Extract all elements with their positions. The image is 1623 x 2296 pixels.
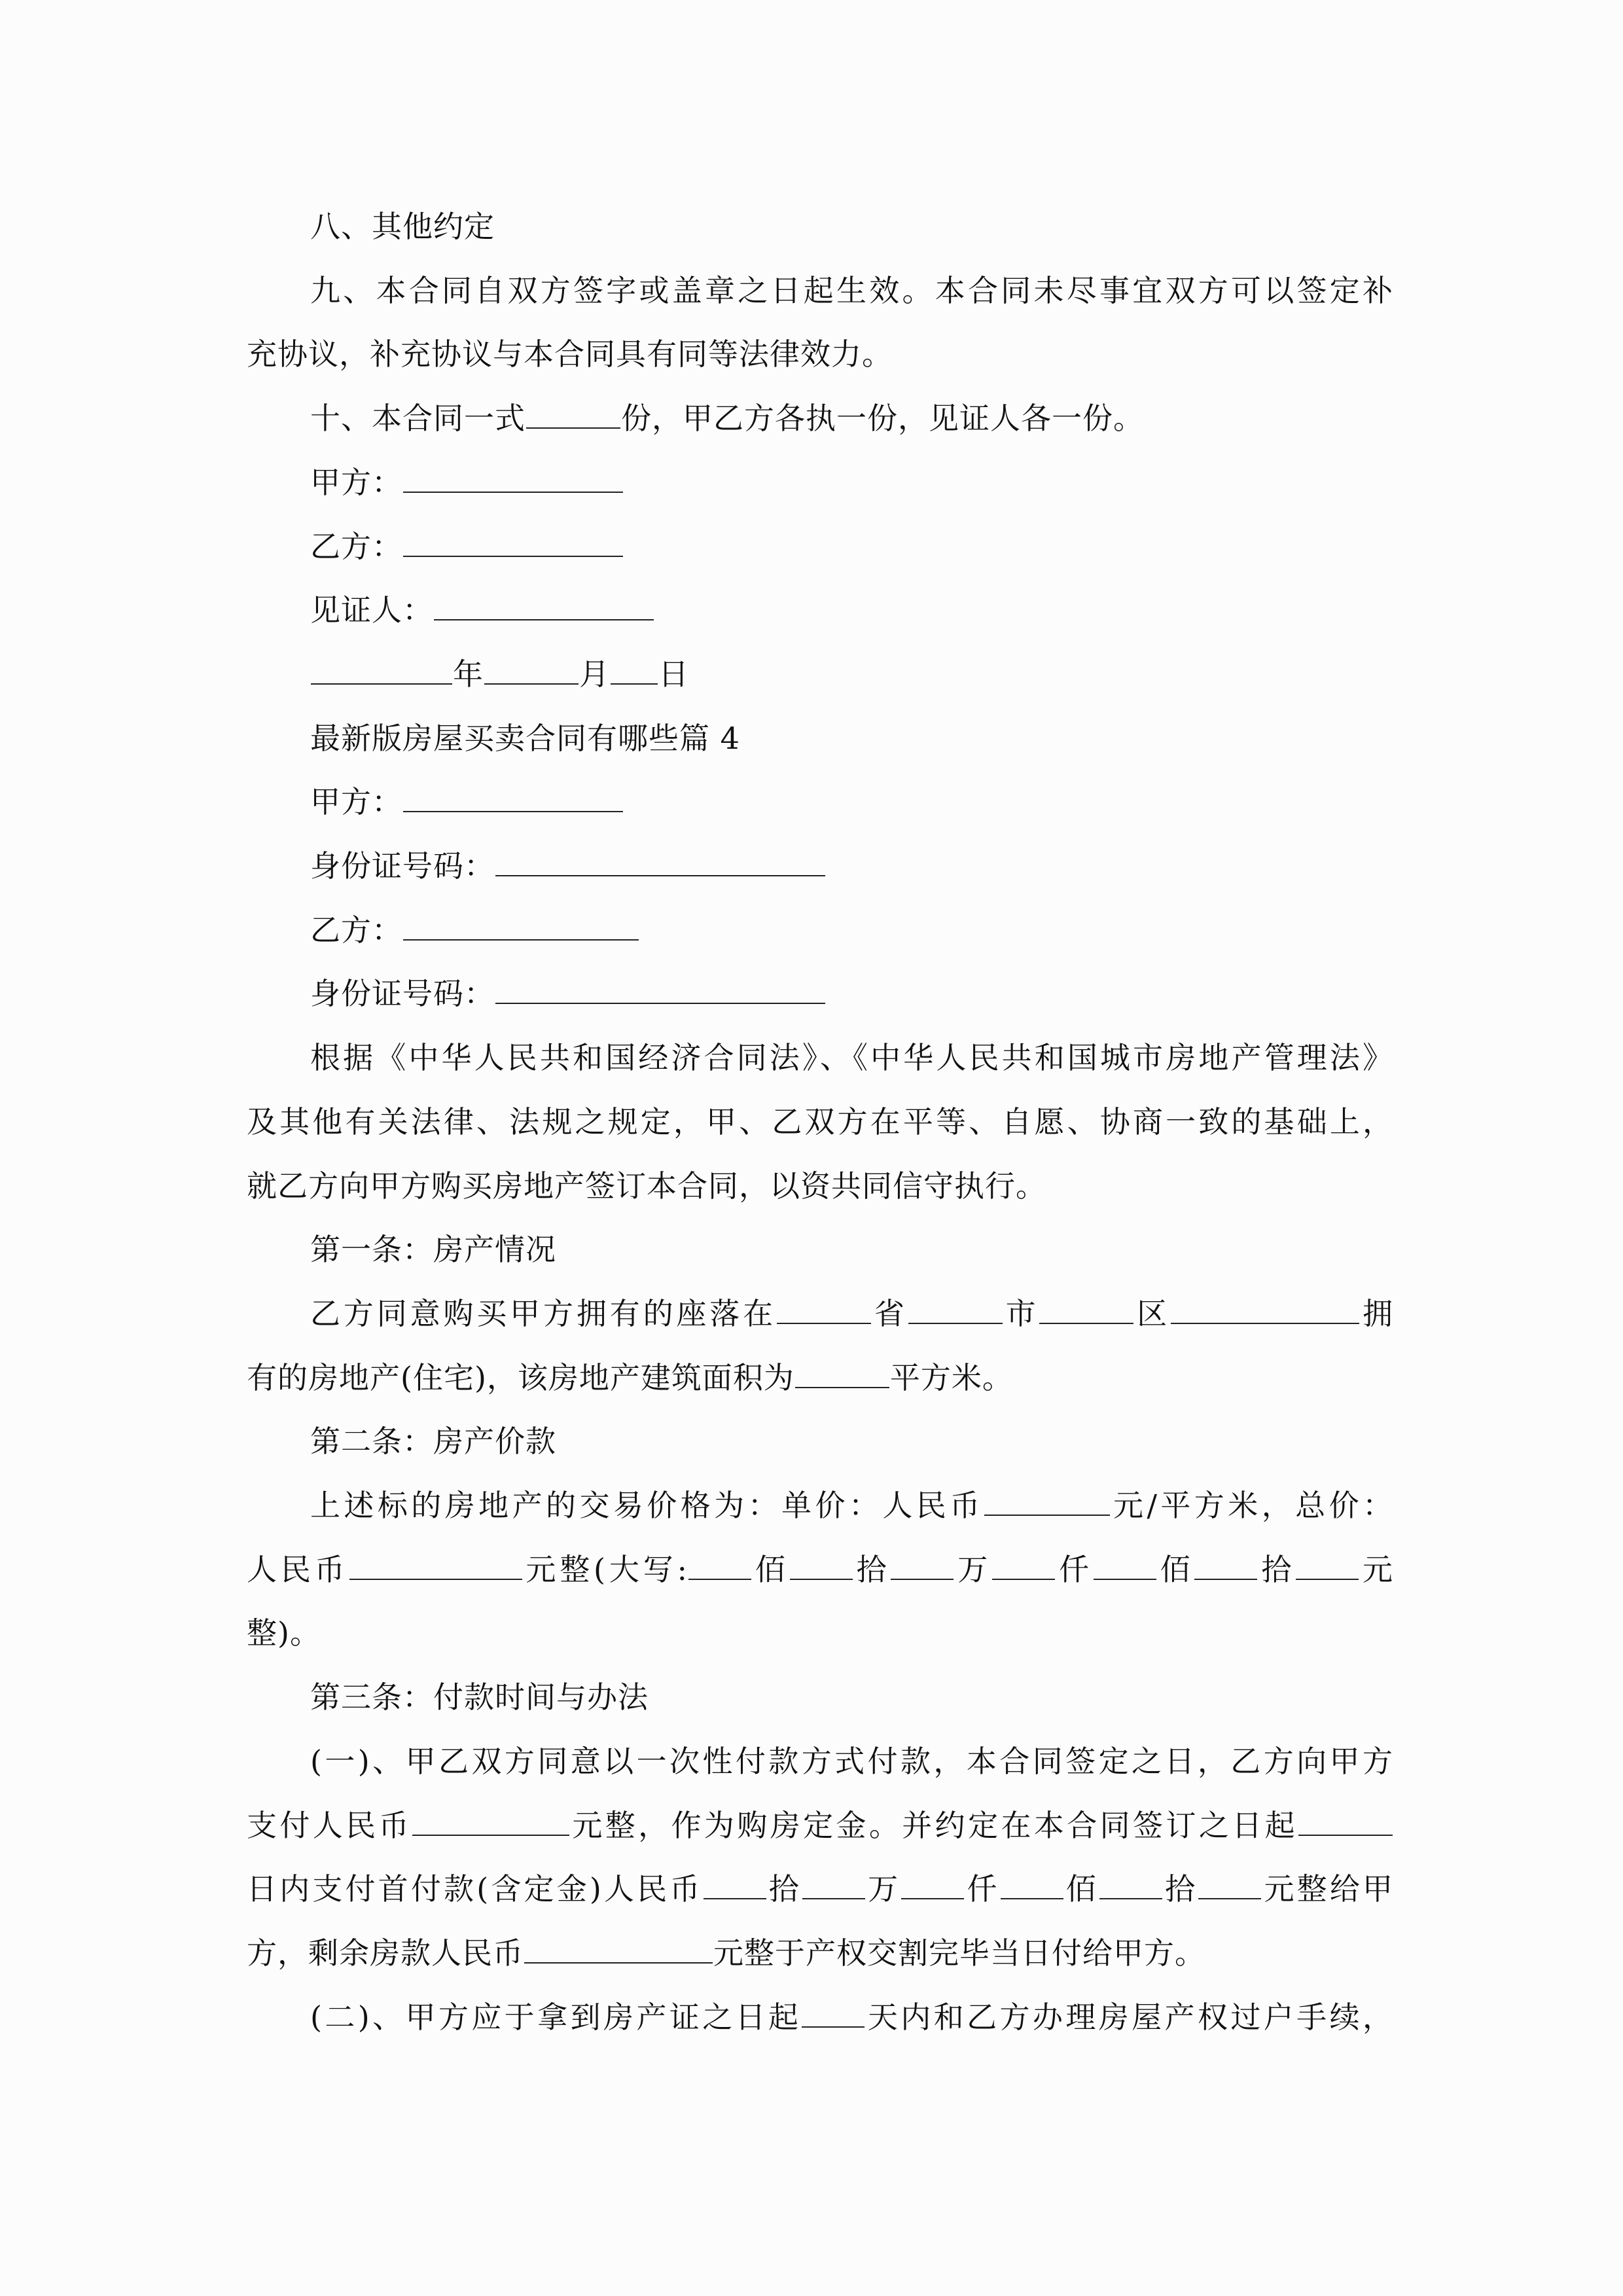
fill-in-blank[interactable] (688, 1550, 751, 1580)
line-text: 天内和乙方办理房屋产权过户手续， (865, 1999, 1393, 2035)
document-line (247, 1166, 1393, 1206)
line-text: 人民币 (247, 1551, 349, 1587)
fill-in-blank[interactable] (403, 527, 623, 557)
fill-in-blank[interactable] (1039, 1294, 1133, 1324)
fill-in-blank[interactable] (495, 846, 825, 876)
document-line (310, 1038, 1393, 1077)
document-line (247, 1806, 1393, 1845)
fill-in-blank[interactable] (992, 1550, 1055, 1580)
fill-in-blank[interactable] (1298, 1806, 1393, 1836)
line-text: 拾 (853, 1551, 891, 1587)
document-line (310, 655, 1393, 694)
document-line (310, 1742, 1393, 1781)
fill-in-blank[interactable] (790, 1550, 853, 1580)
line-text: 乙方： (310, 912, 402, 948)
line-text: 见证人： (310, 592, 433, 628)
line-text: 万 (954, 1551, 992, 1587)
line-text: 佰 (752, 1551, 789, 1587)
line-text: 佰 (1156, 1551, 1194, 1587)
fill-in-blank[interactable] (526, 399, 620, 429)
line-text: 日内支付首付款(含定金)人民币 (247, 1871, 703, 1907)
document-line (247, 1102, 1393, 1141)
fill-in-blank[interactable] (984, 1486, 1110, 1516)
fill-in-blank[interactable] (802, 1869, 865, 1899)
line-text: 拾 (766, 1871, 802, 1907)
line-text: 仟 (1056, 1551, 1093, 1587)
document-line (310, 463, 1393, 502)
fill-in-blank[interactable] (802, 1998, 865, 2028)
line-text: 方，剩余房款人民币 (247, 1935, 524, 1971)
fill-in-blank[interactable] (524, 1933, 713, 1964)
fill-in-blank[interactable] (1099, 1869, 1162, 1899)
line-text: 元整(大写: (522, 1551, 688, 1587)
line-text: 及其他有关法律、法规之规定，甲、乙双方在平等、自愿、协商一致的基础上， (247, 1103, 1393, 1139)
fill-in-blank[interactable] (704, 1869, 766, 1899)
document-line (247, 1613, 1393, 1653)
line-text: 乙方同意购买甲方拥有的座落在 (310, 1295, 776, 1331)
fill-in-blank[interactable] (777, 1294, 871, 1324)
line-text: 整)。 (247, 1615, 321, 1651)
fill-in-blank[interactable] (1171, 1294, 1359, 1324)
fill-in-blank[interactable] (403, 782, 623, 812)
document-line (247, 1358, 1393, 1397)
line-text: 佰 (1063, 1871, 1099, 1907)
line-text: 区 (1134, 1295, 1171, 1331)
fill-in-blank[interactable] (795, 1358, 889, 1388)
fill-in-blank[interactable] (1198, 1869, 1261, 1899)
line-text: 有的房地产(住宅)，该房地产建筑面积为 (247, 1359, 794, 1395)
line-text: 元整给甲 (1262, 1871, 1394, 1907)
line-text: 元整于产权交割完毕当日付给甲方。 (713, 1935, 1205, 1971)
line-text: 月 (579, 656, 610, 692)
line-text: 根据《中华人民共和国经济合同法》、《中华人民共和国城市房地产管理法》 (310, 1040, 1393, 1076)
line-text: 省 (872, 1295, 908, 1331)
fill-in-blank[interactable] (1296, 1550, 1359, 1580)
line-text: (一)、甲乙双方同意以一次性付款方式付款，本合同签定之日，乙方向甲方 (310, 1743, 1393, 1779)
line-text: 元 (1359, 1551, 1394, 1587)
fill-in-blank[interactable] (403, 910, 639, 941)
document-line (247, 1869, 1393, 1909)
document-line (310, 846, 1393, 886)
fill-in-blank[interactable] (311, 655, 452, 685)
line-text: 十、本合同一式 (310, 401, 526, 437)
fill-in-blank[interactable] (412, 1806, 569, 1836)
line-text: 仟 (965, 1871, 1000, 1907)
line-text: 支付人民币 (247, 1807, 412, 1843)
line-text: 就乙方向甲方购买房地产签订本合同，以资共同信守执行。 (247, 1168, 1046, 1204)
fill-in-blank[interactable] (908, 1294, 1003, 1324)
document-line (310, 1422, 1393, 1461)
line-text: 份，甲乙方各执一份，见证人各一份。 (621, 401, 1144, 437)
document-line (310, 399, 1393, 438)
line-text: 第二条：房产价款 (310, 1424, 556, 1460)
document-line (310, 1294, 1393, 1333)
document-line (310, 974, 1393, 1013)
document-line (310, 782, 1393, 821)
line-text: 拾 (1162, 1871, 1198, 1907)
line-text: 充协议，补充协议与本合同具有同等法律效力。 (247, 336, 893, 372)
line-text: 上述标的房地产的交易价格为：单价：人民币 (310, 1488, 984, 1523)
fill-in-blank[interactable] (891, 1550, 954, 1580)
line-text: 甲方： (310, 784, 402, 820)
document-line (310, 1677, 1393, 1717)
line-text: 身份证号码： (310, 976, 495, 1012)
fill-in-blank[interactable] (434, 590, 654, 620)
line-text: 乙方： (310, 528, 402, 564)
document-line (310, 719, 1393, 758)
fill-in-blank[interactable] (1094, 1550, 1156, 1580)
line-text: 日 (658, 656, 689, 692)
line-text: 年 (453, 656, 484, 692)
line-text: 最新版房屋买卖合同有哪些篇 4 (310, 720, 740, 756)
document-line (247, 1550, 1393, 1589)
line-text: 九、本合同自双方签字或盖章之日起生效。本合同未尽事宜双方可以签定补 (310, 272, 1393, 308)
line-text: 万 (865, 1871, 901, 1907)
document-line (310, 1998, 1393, 2037)
line-text: 甲方： (310, 464, 402, 500)
fill-in-blank[interactable] (611, 655, 658, 685)
document-line (247, 1933, 1393, 1973)
fill-in-blank[interactable] (349, 1550, 522, 1580)
line-text: 拾 (1258, 1551, 1296, 1587)
line-text: 市 (1003, 1295, 1039, 1331)
line-text: 拥 (1360, 1295, 1394, 1331)
document-line (310, 527, 1393, 566)
fill-in-blank[interactable] (1194, 1550, 1257, 1580)
line-text: 元/平方米，总价： (1110, 1488, 1394, 1523)
line-text: 八、其他约定 (310, 209, 495, 244)
line-text: 元整，作为购房定金。并约定在本合同签订之日起 (569, 1807, 1298, 1843)
fill-in-blank[interactable] (484, 655, 579, 685)
fill-in-blank[interactable] (495, 974, 825, 1004)
line-text: 平方米。 (889, 1359, 1013, 1395)
document-line (310, 1230, 1393, 1269)
fill-in-blank[interactable] (403, 463, 623, 493)
line-text: 第三条：付款时间与办法 (310, 1679, 649, 1715)
document-line (310, 910, 1393, 950)
fill-in-blank[interactable] (901, 1869, 964, 1899)
document-line (310, 271, 1393, 310)
document-line (310, 590, 1393, 630)
line-text: (二)、甲方应于拿到房产证之日起 (310, 1999, 802, 2035)
line-text: 身份证号码： (310, 848, 495, 884)
line-text: 第一条：房产情况 (310, 1232, 556, 1268)
fill-in-blank[interactable] (1001, 1869, 1063, 1899)
document-line (310, 1486, 1393, 1525)
document-line (247, 334, 1393, 374)
document-line (310, 207, 1393, 246)
